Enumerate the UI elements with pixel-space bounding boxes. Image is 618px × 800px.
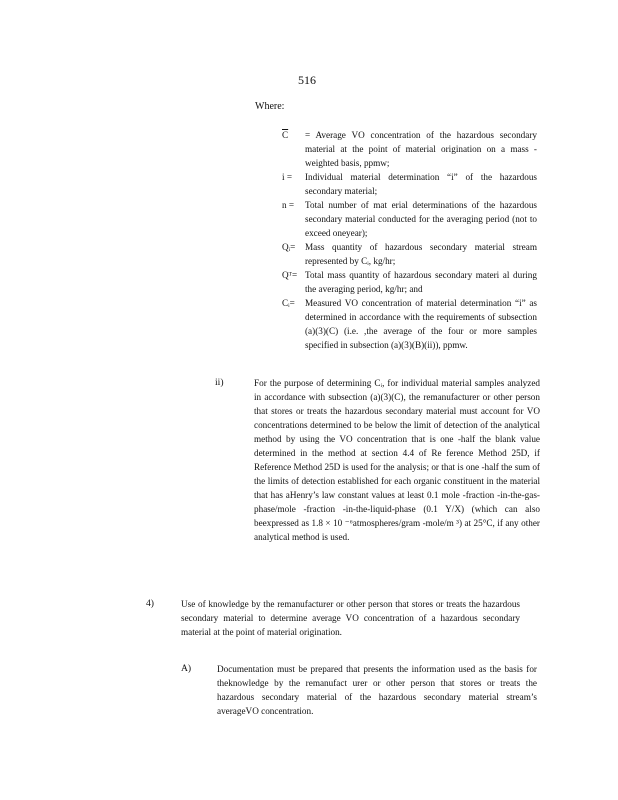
definition-text: Mass quantity of hazardous secondary material stream represented by Cᵢ, kg/hr; [305, 242, 537, 266]
definition-text: Total number of mat erial determinations of the hazardous secondary material conducted for the averaging period (not to exceed oneyear); [305, 200, 537, 238]
page-number: 516 [298, 73, 316, 87]
definition-symbol: Qᵢ= [282, 242, 296, 252]
definition-symbol: Cᵢ= [282, 298, 295, 308]
definition-symbol: i = [282, 172, 293, 182]
definition-item [282, 268, 537, 296]
item-A-text: Documentation must be prepared that presents the information used as the basis for theknowledge by the remanufact urer or other person that stores or treats the hazardous secondary material of the hazardous secondary material stream’s averageVO concentration. [217, 664, 537, 716]
definition-item [282, 170, 537, 198]
definition-item [282, 240, 537, 268]
definition-text: = Average VO concentration of the hazardous secondary material at the point of material origination on a mass -weighted basis, ppmw; [305, 130, 537, 168]
definition-symbol: n = [282, 200, 295, 210]
definition-text: Total mass quantity of hazardous secondary materi al during the averaging period, kg/hr; and [305, 270, 537, 294]
definition-item [282, 198, 537, 240]
definition-item [282, 296, 537, 352]
item-4-label: 4) [146, 598, 154, 609]
item-ii-label: ii) [215, 377, 224, 388]
definition-item [282, 128, 537, 170]
where-label: Where: [255, 101, 285, 112]
definitions-list [282, 128, 537, 352]
definition-text: Individual material determination “i” of the hazardous secondary material; [305, 172, 537, 196]
definition-text: Measured VO concentration of material determination “i” as determined in accordance with the requirements of subsection (a)(3)(C) (i.e. ,the average of the four or more samples specified in subsection (a)(3)(B)(ii)), ppmw. [305, 298, 537, 350]
definition-symbol: $\overline{C}$ [282, 130, 289, 140]
item-ii-text: For the purpose of determining Cᵢ, for individual material samples analyzed in accordance with subsection (a)(3)(C), the remanufacturer or other person that stores or treats the hazardous secondary material must account for VO concentrations determined to be below the limit of detection of the analytical method by using the VO concentration that is one -half the blank value determined in the method at section 4.4 of Re ference Method 25D, if Reference Method 25D is used for the analysis; or that is one -half the sum of the limits of detection established for each organic constituent in the material that has aHenry’s law constant values at least 0.1 mole -fraction -in-the-gas-phase/mole -fraction -in-the-liquid-phase (0.1 Y/X) (which can also beexpressed as 1.8 × 10 ⁻⁶atmospheres/gram -mole/m ³) at 25°C, if any other analytical method is used. [254, 378, 540, 542]
item-4-text: Use of knowledge by the remanufacturer or other person that stores or treats the hazardous secondary material to determine average VO concentration of a hazardous secondary material at the point of material origination. [181, 599, 520, 637]
definition-symbol: Qᵀ= [282, 270, 298, 280]
item-A-label: A) [181, 663, 192, 674]
